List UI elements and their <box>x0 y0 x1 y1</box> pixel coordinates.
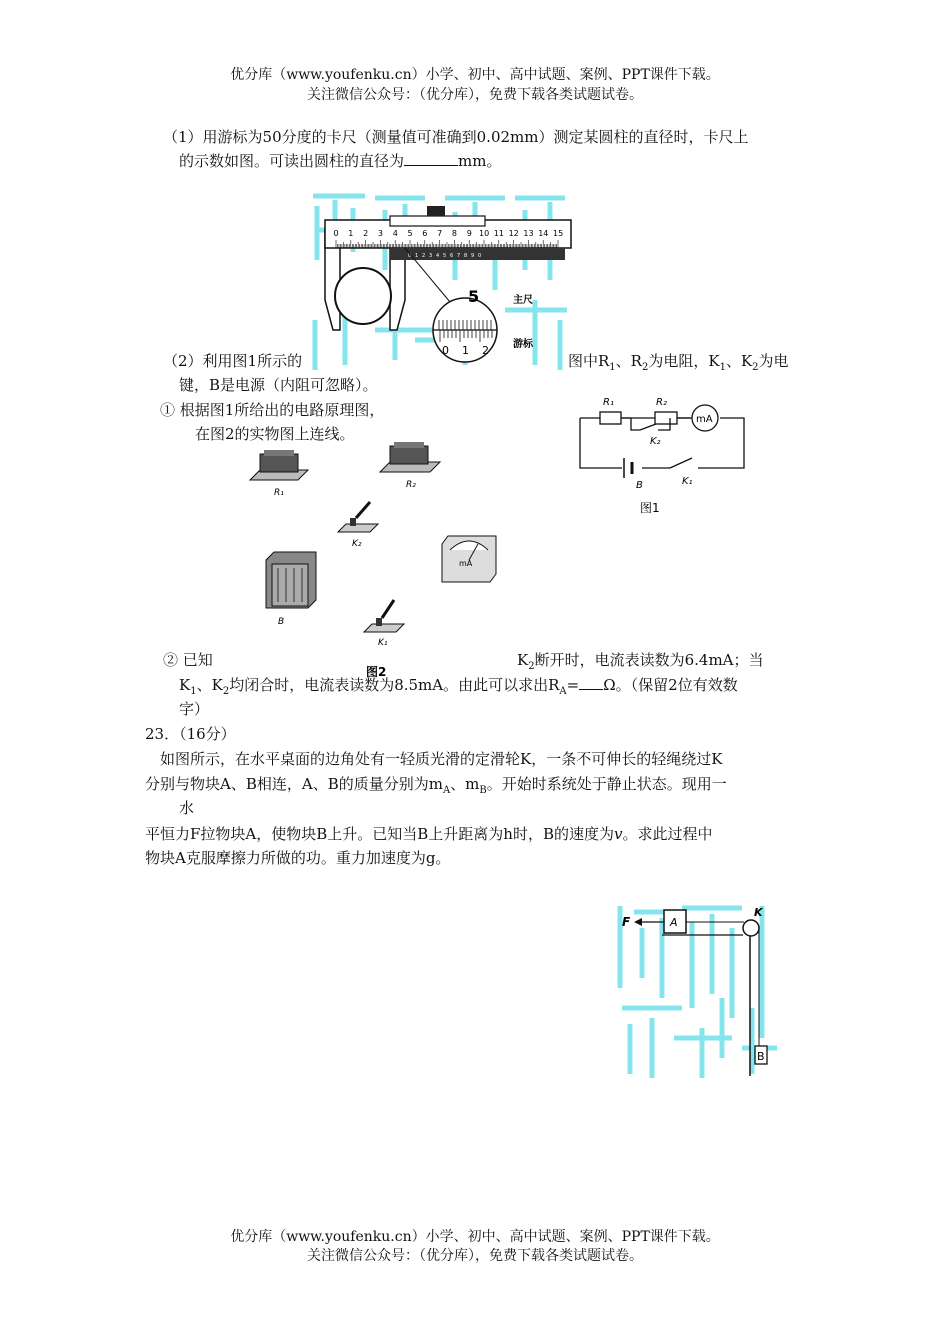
step2-k2b: 、K <box>196 676 223 694</box>
step2-tail: Ω。（保留2位有效数 <box>603 676 738 694</box>
main-scale-label: 13 <box>523 229 534 238</box>
zoom-vernier-label: 2 <box>482 344 489 357</box>
q23-sep: 、m <box>450 775 480 793</box>
k1-blade <box>670 458 692 468</box>
q2-sep1: 、R <box>615 352 642 370</box>
vernier-scale-label: 2 <box>422 253 426 259</box>
step2-k: K <box>517 651 529 669</box>
zoom-vernier-label: 1 <box>462 344 469 357</box>
ma-sub: A <box>442 785 451 796</box>
circuit-figure-1 <box>560 382 755 522</box>
label-fig2-r1: R₁ <box>274 488 284 498</box>
main-scale-label: 1 <box>348 229 354 238</box>
q1-prompt: 的示数如图。可读出圆柱的直径为 <box>179 152 405 170</box>
pulley-figure <box>612 898 784 1084</box>
component-k2 <box>338 502 378 532</box>
component-r1 <box>250 450 308 480</box>
main-scale-label: 4 <box>392 229 398 238</box>
q2-step2-line3: 字） <box>179 700 210 718</box>
vernier-scale-label: 0 <box>408 253 412 259</box>
q2-step2-line2 <box>179 673 738 697</box>
q23-tail: 。开始时系统处于静止状态。现用一 <box>486 775 727 793</box>
label-a: A <box>670 916 678 929</box>
label-fig2-r2: R₂ <box>406 480 416 490</box>
q23-tail2: 。求此过程中 <box>622 825 713 843</box>
circuit-wires <box>580 418 744 468</box>
vernier-scale-label: 5 <box>443 253 447 259</box>
label-k2: K₂ <box>650 436 661 447</box>
vernier-slider-top <box>390 216 485 226</box>
footer-line-2: 关注微信公众号：（优分库），免费下载各类试题试卷。 <box>307 1248 643 1264</box>
main-scale-label: 15 <box>553 229 564 238</box>
q2-line-1-tail <box>568 349 789 373</box>
q2-tail: 为电 <box>758 352 789 370</box>
q23-line-1: 如图所示，在水平桌面的边角处有一轻质光滑的定滑轮K，一条不可伸长的轻绳绕过K <box>160 750 723 768</box>
caliper-figure <box>305 190 577 375</box>
main-scale-label: 11 <box>493 229 504 238</box>
zoom-main-label: 主尺 <box>513 295 533 306</box>
q1-line-1: （1）用游标为50分度的卡尺（测量值可准确到0.02mm）测定某圆柱的直径时，卡尺上 <box>163 128 749 146</box>
force-arrowhead <box>634 918 642 926</box>
q23-line-2 <box>145 772 727 796</box>
pulley-k <box>743 920 759 936</box>
step2-open-text: 断开时，电流表读数为6.4mA；当 <box>534 651 764 669</box>
main-scale-label: 8 <box>451 229 457 238</box>
main-scale-label: 7 <box>437 229 443 238</box>
q2-step1-a: ① 根据图1所给出的电路原理图， <box>160 401 385 419</box>
component-r2 <box>380 442 440 472</box>
lock-screw <box>427 206 445 216</box>
r1-sub: 1 <box>609 362 616 373</box>
label-b: B <box>636 480 643 491</box>
step2-k2-sub: 2 <box>528 661 535 672</box>
vernier-scale-label: 7 <box>457 253 461 259</box>
label-k1: K₁ <box>682 476 693 487</box>
label-fig2-b: B <box>278 617 285 627</box>
component-battery <box>266 552 316 608</box>
cylinder-circle <box>335 268 391 324</box>
label-k: K <box>754 906 763 919</box>
step2-k1: K <box>179 676 191 694</box>
fig1-caption: 图1 <box>640 501 660 515</box>
label-fig2-ma: mA <box>459 559 473 568</box>
label-ma: mA <box>696 414 713 425</box>
q2-step2-b <box>517 648 764 672</box>
q2-step2-a: ② 已知 <box>163 651 213 669</box>
vernier-scale-label: 0 <box>478 253 482 259</box>
zoom-vernier-label: 游标 <box>513 339 533 350</box>
q2-line-1 <box>163 349 302 373</box>
fig2-caption: 图2 <box>366 665 387 679</box>
main-scale-label: 5 <box>407 229 413 238</box>
r2-symbol <box>655 412 677 424</box>
q1-unit: mm。 <box>458 152 502 170</box>
vernier-scale-label: 8 <box>464 253 468 259</box>
vernier-scale-label: 4 <box>436 253 440 259</box>
r1-symbol <box>600 412 621 424</box>
q2-answer-blank[interactable] <box>579 673 603 690</box>
label-r1: R₁ <box>603 397 614 408</box>
q23-line-3: 水 <box>179 799 195 817</box>
vernier-scale-label: 1 <box>415 253 419 259</box>
header-line-2: 关注微信公众号：（优分库），免费下载各类试题试卷。 <box>307 87 643 103</box>
main-scale-label: 6 <box>422 229 428 238</box>
header-line-1: 优分库（www.youfenku.cn）小学、初中、高中试题、案例、PPT课件下载。 <box>230 67 720 83</box>
label-fig2-k2: K₂ <box>352 539 362 549</box>
step2-k2b-sub: 2 <box>222 686 230 697</box>
q2-intro: （2）利用图1所示的 <box>163 352 303 370</box>
vernier-scale-label: 3 <box>429 253 433 259</box>
zoom-main-number: 5 <box>468 287 480 306</box>
component-k1 <box>364 600 404 632</box>
label-b-block: B <box>757 1050 765 1063</box>
k1-sub: 1 <box>719 362 726 373</box>
vernier-scale-label: 9 <box>471 253 475 259</box>
mb-sub: B <box>479 785 487 796</box>
q23-velocity-symbol: v <box>613 825 623 843</box>
main-scale-label: 3 <box>377 229 383 238</box>
q2-r-text: 图中R <box>568 352 610 370</box>
step2-k1-sub: 1 <box>190 686 197 697</box>
q23-force-text: 平恒力F拉物块A，使物块B上升。已知当B上升距离为h时，B的速度为 <box>145 825 614 843</box>
main-scale-label: 9 <box>466 229 472 238</box>
main-scale-label: 0 <box>333 229 339 238</box>
k2-blade <box>640 424 656 430</box>
zoom-vernier-label: 0 <box>442 344 449 357</box>
q2-step1-b: 在图2的实物图上连线。 <box>195 425 355 443</box>
q23-mass-text: 分别与物块A、B相连，A、B的质量分别为m <box>145 775 443 793</box>
main-scale-label: 10 <box>479 229 490 238</box>
k2-sub: 2 <box>752 362 759 373</box>
footer-line-1: 优分库（www.youfenku.cn）小学、初中、高中试题、案例、PPT课件下载。 <box>230 1229 720 1245</box>
q23-line-5: 物块A克服摩擦力所做的功。重力加速度为g。 <box>145 849 451 867</box>
q1-answer-blank[interactable] <box>404 149 458 166</box>
main-scale-label: 12 <box>508 229 519 238</box>
q2-sep2: 、K <box>725 352 753 370</box>
q23-title: 23．（16分） <box>145 725 236 743</box>
q23-line-4 <box>145 822 712 846</box>
components-figure-2 <box>238 440 513 682</box>
main-scale-label: 14 <box>538 229 549 238</box>
label-r2: R₂ <box>656 397 667 408</box>
step2-ra-sub: A <box>559 686 567 697</box>
q2-line-2: 键，B是电源（内阻可忽略）。 <box>179 376 378 394</box>
r2-sub: 2 <box>641 362 649 373</box>
caliper-sliding-jaw <box>390 248 405 330</box>
q2-k-text: 为电阻，K <box>648 352 720 370</box>
step2-eq: = <box>566 676 580 694</box>
main-scale-label: 2 <box>363 229 369 238</box>
vernier-scale-label: 6 <box>450 253 454 259</box>
label-f: F <box>622 915 631 929</box>
q1-line-2 <box>179 149 501 173</box>
label-fig2-k1: K₁ <box>378 638 388 648</box>
step2-closed-text: 均闭合时，电流表读数为8.5mA。由此可以求出R <box>229 676 560 694</box>
